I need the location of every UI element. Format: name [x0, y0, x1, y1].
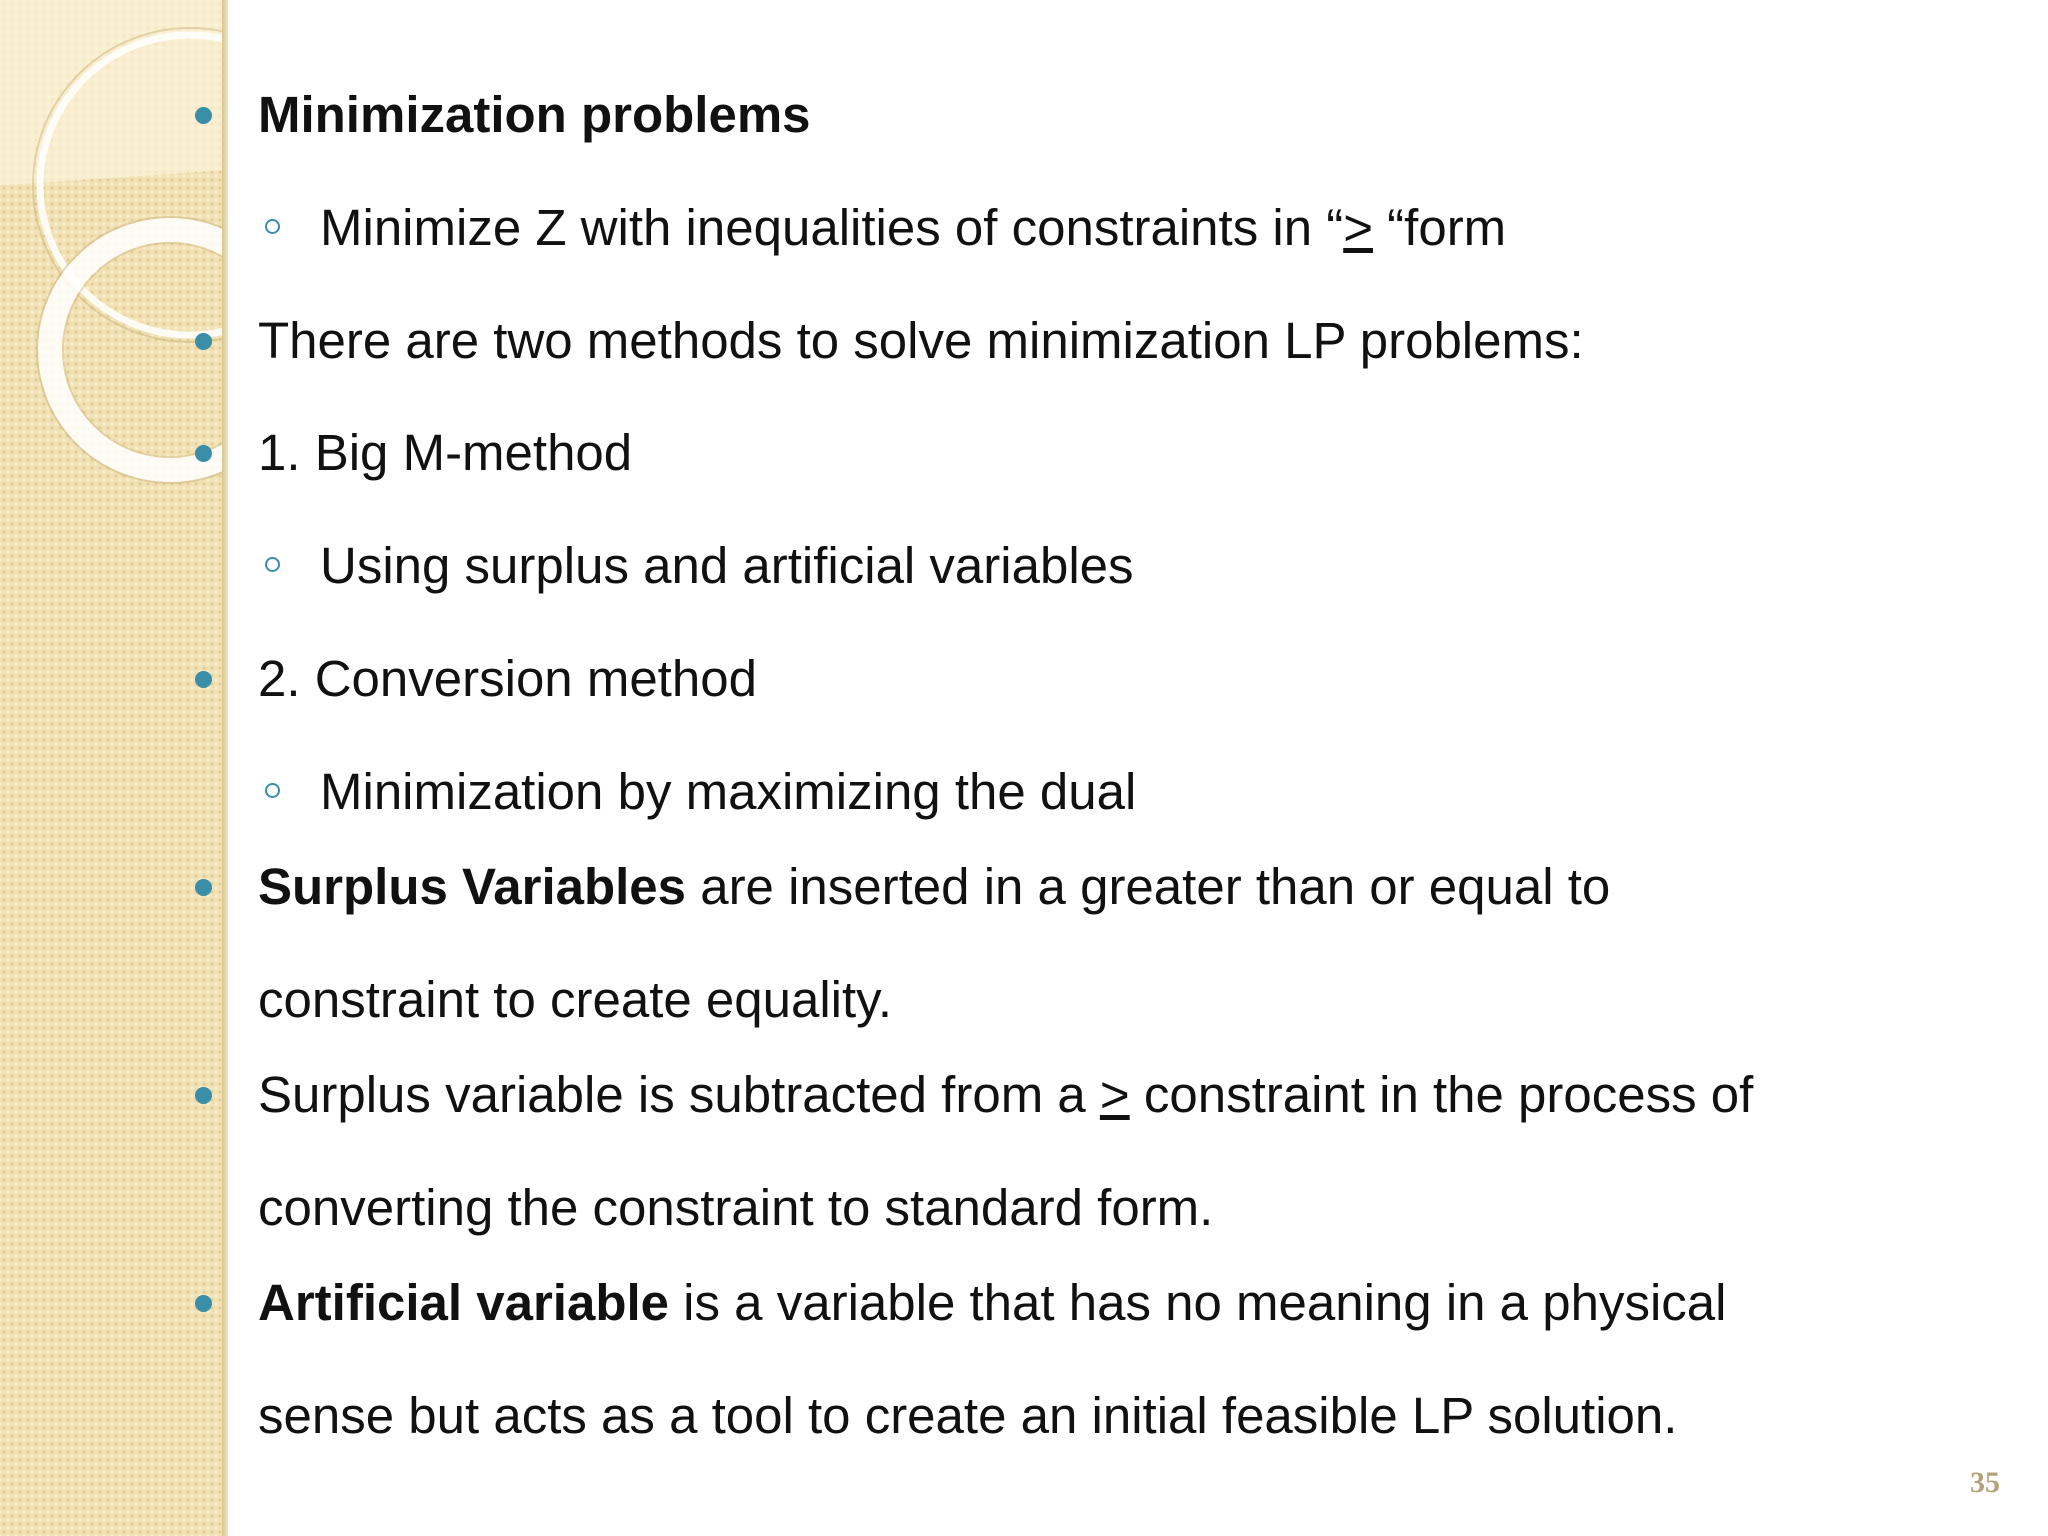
line-text: [258, 648, 757, 710]
line-text: [258, 310, 1584, 372]
text-segment: “form: [1373, 199, 1507, 256]
line-text: [258, 1064, 1753, 1126]
sub-bullet-icon: [265, 219, 280, 234]
bullet-icon: [195, 445, 212, 462]
sub-bullet-icon: [265, 557, 280, 572]
sub-bullet-icon: [265, 783, 280, 798]
line-text: [258, 969, 892, 1031]
line-text: [320, 535, 1134, 597]
bullet-icon: [195, 671, 212, 688]
line-text: [258, 1272, 1726, 1334]
text-segment: Minimization by maximizing the dual: [320, 763, 1137, 820]
text-segment: Artificial variable: [258, 1274, 670, 1331]
line-text: [258, 84, 811, 146]
text-segment: constraint to create equality.: [258, 971, 893, 1028]
line-text: [258, 1177, 1213, 1239]
text-segment: 2. Conversion method: [258, 650, 757, 707]
text-segment: Surplus Variables: [258, 858, 687, 915]
bullet-icon: [195, 1087, 212, 1104]
text-segment: is a variable that has no meaning in a physical: [669, 1274, 1727, 1331]
text-segment: converting the constraint to standard form.: [258, 1179, 1214, 1236]
text-segment: Minimization problems: [258, 86, 811, 143]
line-text: [258, 856, 1610, 918]
text-segment: are inserted in a greater than or equal to: [686, 858, 1611, 915]
text-segment: Minimize Z with inequalities of constraints in “: [320, 199, 1344, 256]
bullet-icon: [195, 879, 212, 896]
text-segment: constraint in the process of: [1129, 1066, 1754, 1123]
text-segment: There are two methods to solve minimization LP problems:: [258, 312, 1584, 369]
text-segment: Using surplus and artificial variables: [320, 537, 1134, 594]
bullet-icon: [195, 333, 212, 350]
bullet-icon: [195, 1295, 212, 1312]
text-segment: sense but acts as a tool to create an initial feasible LP solution.: [258, 1387, 1678, 1444]
line-text: [258, 1385, 1677, 1447]
line-text: [258, 422, 632, 484]
line-text: [320, 197, 1506, 259]
text-segment: >: [1099, 1066, 1130, 1123]
page-number: 35: [1970, 1466, 2000, 1499]
line-text: [320, 761, 1136, 823]
text-segment: 1. Big M-method: [258, 424, 633, 481]
bullet-icon: [195, 107, 212, 124]
text-segment: Surplus variable is subtracted from a: [258, 1066, 1100, 1123]
text-segment: >: [1343, 199, 1374, 256]
